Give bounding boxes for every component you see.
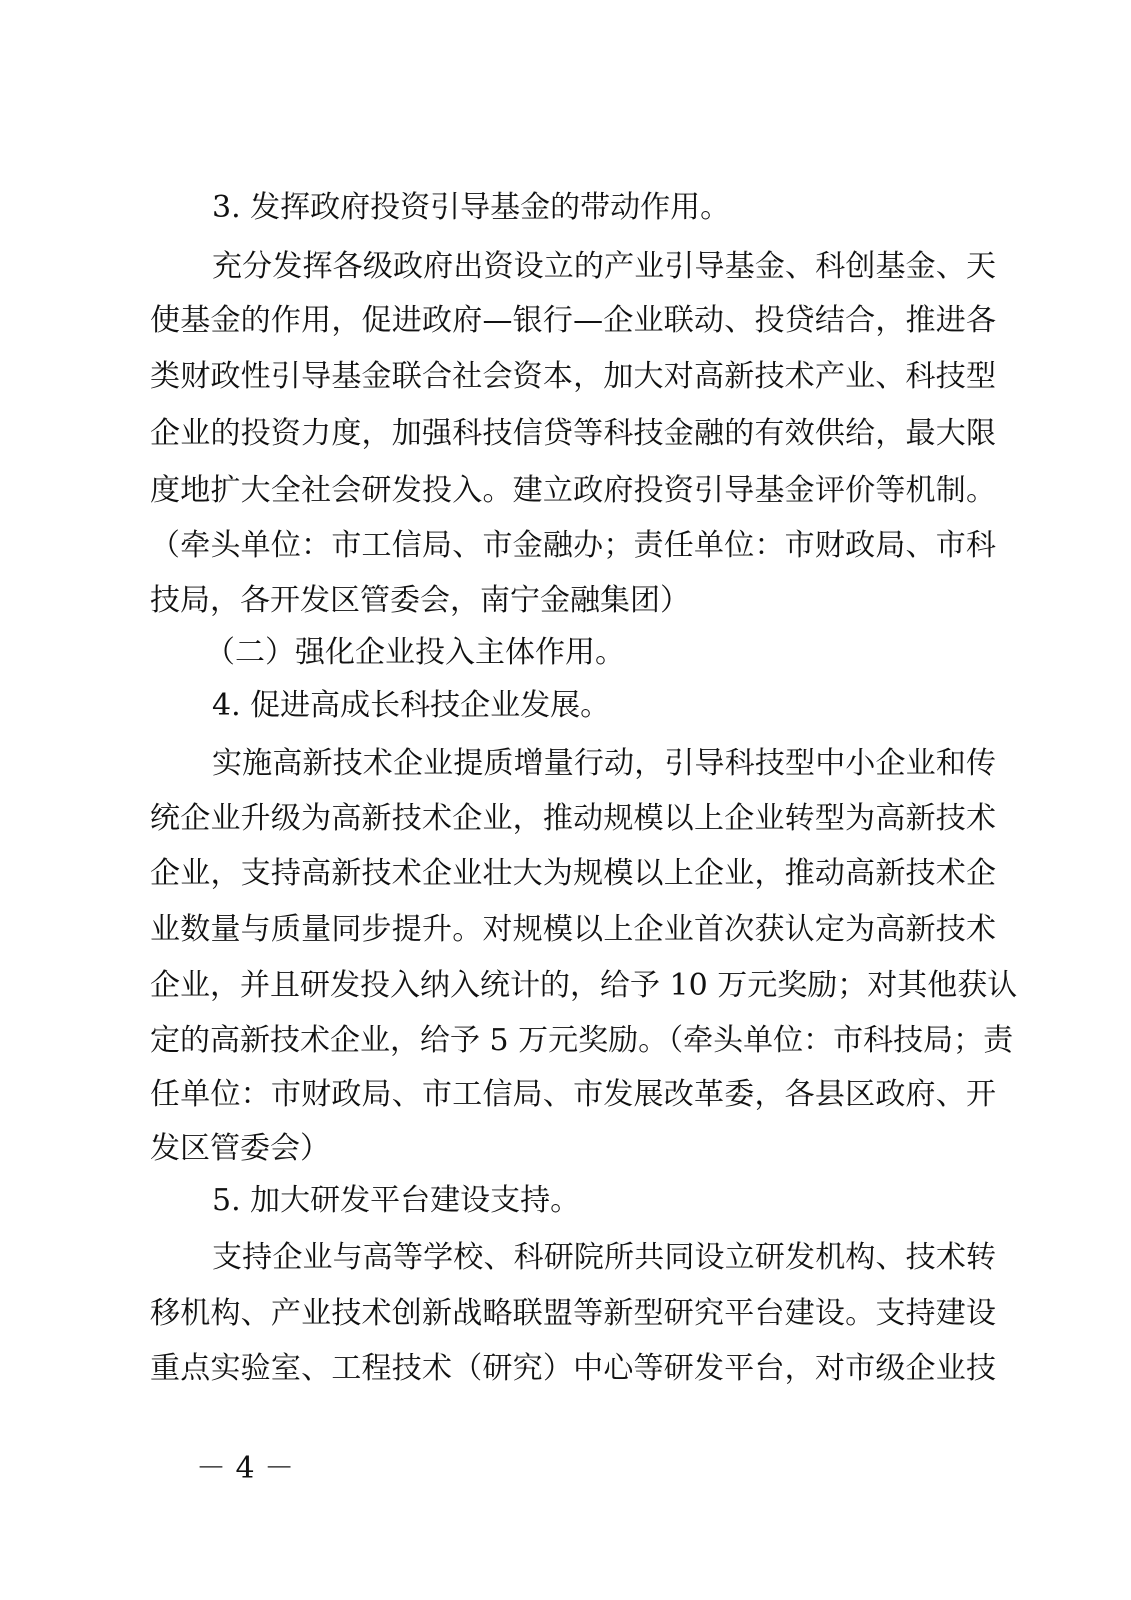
paragraph-line: 企业，支持高新技术企业壮大为规模以上企业，推动高新技术企 [150, 856, 996, 891]
paragraph-line: 任单位：市财政局、市工信局、市发展改革委，各县区政府、开 [150, 1077, 996, 1112]
paragraph-line: 企业，并且研发投入纳入统计的，给予 10 万元奖励；对其他获认 [150, 968, 1018, 1003]
paragraph-line: 支持企业与高等学校、科研院所共同设立研发机构、技术转 [212, 1240, 996, 1275]
paragraph-line: 使基金的作用，促进政府—银行—企业联动、投贷结合，推进各 [150, 303, 996, 338]
section-heading-5: 5. 加大研发平台建设支持。 [212, 1183, 581, 1218]
paragraph-line: （牵头单位：市工信局、市金融办；责任单位：市财政局、市科 [150, 528, 996, 563]
paragraph-line: 重点实验室、工程技术（研究）中心等研发平台，对市级企业技 [150, 1351, 996, 1386]
page-number: － 4 － [196, 1451, 295, 1486]
paragraph-line: 定的高新技术企业，给予 5 万元奖励。（牵头单位：市科技局；责 [150, 1023, 1014, 1058]
paragraph-line: 类财政性引导基金联合社会资本，加大对高新技术产业、科技型 [150, 359, 996, 394]
paragraph-line: 发区管委会） [150, 1131, 330, 1166]
paragraph-line: 统企业升级为高新技术企业，推动规模以上企业转型为高新技术 [150, 801, 996, 836]
paragraph-line: 技局，各开发区管委会，南宁金融集团） [150, 583, 690, 618]
paragraph-line: 企业的投资力度，加强科技信贷等科技金融的有效供给，最大限 [150, 416, 996, 451]
paragraph-line: 度地扩大全社会研发投入。建立政府投资引导基金评价等机制。 [150, 473, 996, 508]
paragraph-line: 实施高新技术企业提质增量行动，引导科技型中小企业和传 [212, 746, 996, 781]
paragraph-line: 移机构、产业技术创新战略联盟等新型研究平台建设。支持建设 [150, 1296, 996, 1331]
section-heading-4: 4. 促进高成长科技企业发展。 [212, 688, 611, 723]
section-heading-3: 3. 发挥政府投资引导基金的带动作用。 [212, 190, 731, 225]
section-heading-2: （二）强化企业投入主体作用。 [205, 635, 625, 670]
paragraph-line: 充分发挥各级政府出资设立的产业引导基金、科创基金、天 [212, 249, 996, 284]
paragraph-line: 业数量与质量同步提升。对规模以上企业首次获认定为高新技术 [150, 912, 996, 947]
